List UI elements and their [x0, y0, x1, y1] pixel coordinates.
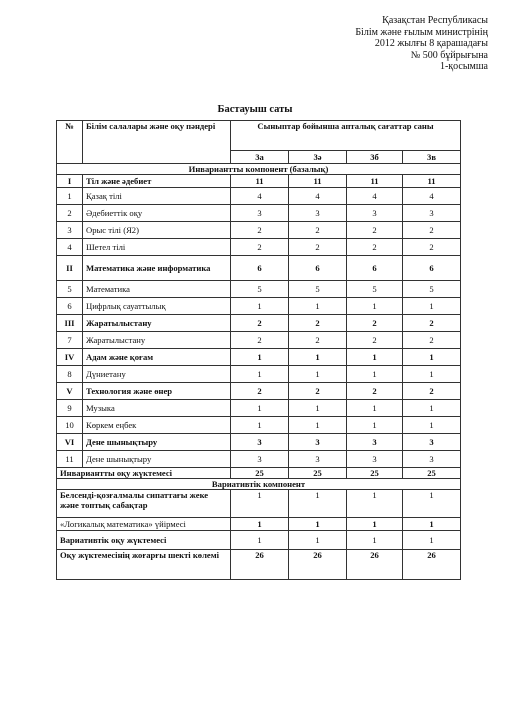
hours-value: 2: [403, 239, 461, 256]
order-reference: [355, 15, 488, 73]
hours-value: 3: [289, 434, 347, 451]
subject-name: Математика: [83, 281, 231, 298]
hours-value: 6: [289, 256, 347, 281]
subject-row: [57, 205, 461, 222]
subject-name: Көркем еңбек: [83, 417, 231, 434]
row-number: 4: [57, 239, 83, 256]
hours-value: 5: [289, 281, 347, 298]
subject-name: Тіл және әдебиет: [83, 175, 231, 188]
subject-area-row: [57, 349, 461, 366]
hours-value: 2: [231, 222, 289, 239]
table-header-row: [57, 121, 461, 151]
hours-value: 1: [231, 400, 289, 417]
subject-name: Дене шынықтыру: [83, 451, 231, 468]
subject-area-row: [57, 434, 461, 451]
subject-name: Музыка: [83, 400, 231, 417]
col-header-hours: Сыныптар бойынша апталық сағаттар саны: [231, 121, 461, 151]
hours-value: 3: [403, 451, 461, 468]
hours-value: 1: [403, 400, 461, 417]
hours-value: 1: [231, 366, 289, 383]
hours-value: 1: [403, 417, 461, 434]
row-number: 9: [57, 400, 83, 417]
hours-value: 11: [289, 175, 347, 188]
hours-value: 1: [347, 298, 403, 315]
row-number: III: [57, 315, 83, 332]
hours-value: 3: [289, 205, 347, 222]
total-value: 1: [289, 531, 347, 550]
subject-name: Шетел тілі: [83, 239, 231, 256]
subject-row: [57, 239, 461, 256]
subject-row: [57, 188, 461, 205]
hours-value: 2: [347, 332, 403, 349]
row-number: 3: [57, 222, 83, 239]
hours-value: 1: [403, 366, 461, 383]
subject-row: [57, 451, 461, 468]
hours-value: 1: [347, 417, 403, 434]
total-value: 25: [403, 468, 461, 479]
subject-area-row: [57, 256, 461, 281]
total-value: 1: [347, 531, 403, 550]
subject-row: [57, 298, 461, 315]
hours-value: 1: [289, 490, 347, 518]
hours-value: 1: [231, 518, 289, 531]
subject-name: Цифрлық сауаттылық: [83, 298, 231, 315]
row-number: 1: [57, 188, 83, 205]
row-number: 2: [57, 205, 83, 222]
hours-value: 3: [231, 434, 289, 451]
subject-row: [57, 281, 461, 298]
hours-value: 1: [289, 518, 347, 531]
hours-value: 2: [403, 315, 461, 332]
hours-value: 1: [231, 298, 289, 315]
total-value: 1: [403, 531, 461, 550]
subject-area-row: [57, 315, 461, 332]
subject-row: [57, 400, 461, 417]
grade-header: 3ә: [289, 151, 347, 164]
hours-value: 6: [231, 256, 289, 281]
hours-value: 1: [289, 400, 347, 417]
hours-value: 1: [289, 417, 347, 434]
row-number: II: [57, 256, 83, 281]
total-value: 26: [347, 550, 403, 580]
subject-row: [57, 332, 461, 349]
hours-value: 2: [347, 383, 403, 400]
invariant-total-row: [57, 468, 461, 479]
subject-row: [57, 417, 461, 434]
hours-value: 4: [231, 188, 289, 205]
grade-header: 3а: [231, 151, 289, 164]
hours-value: 4: [289, 188, 347, 205]
subject-name: Математика және информатика: [83, 256, 231, 281]
hours-value: 1: [347, 490, 403, 518]
subject-area-row: [57, 383, 461, 400]
hours-value: 3: [403, 205, 461, 222]
row-number: 11: [57, 451, 83, 468]
total-value: 26: [231, 550, 289, 580]
hours-value: 2: [347, 315, 403, 332]
hours-value: 3: [231, 205, 289, 222]
subject-row: [57, 222, 461, 239]
hours-value: 5: [403, 281, 461, 298]
hours-value: 2: [347, 239, 403, 256]
hours-value: 6: [347, 256, 403, 281]
hours-value: 1: [403, 518, 461, 531]
hours-value: 2: [347, 222, 403, 239]
header-line: № 500 бұйрығына: [410, 49, 488, 61]
hours-value: 1: [347, 349, 403, 366]
subject-name: Қазақ тілі: [83, 188, 231, 205]
hours-value: 2: [289, 332, 347, 349]
hours-value: 4: [347, 188, 403, 205]
hours-value: 1: [403, 349, 461, 366]
subject-name: Жаратылыстану: [83, 315, 231, 332]
section-row: [57, 164, 461, 175]
header-line: 2012 жылғы 8 қарашадағы: [374, 38, 488, 49]
total-value: 25: [289, 468, 347, 479]
subject-name: Технология және өнер: [83, 383, 231, 400]
hours-value: 2: [289, 383, 347, 400]
variative-total-row: [57, 531, 461, 550]
hours-value: 1: [231, 417, 289, 434]
hours-value: 3: [347, 434, 403, 451]
hours-value: 3: [347, 205, 403, 222]
row-number: 7: [57, 332, 83, 349]
total-value: 26: [403, 550, 461, 580]
row-number: V: [57, 383, 83, 400]
total-value: 25: [347, 468, 403, 479]
variative-section-header: Вариативтік компонент: [57, 479, 461, 490]
total-label: Инвариантты оқу жүктемесі: [57, 468, 231, 479]
variative-row: [57, 518, 461, 531]
hours-value: 1: [403, 298, 461, 315]
hours-value: 1: [289, 298, 347, 315]
hours-value: 4: [403, 188, 461, 205]
hours-value: 2: [231, 239, 289, 256]
page-title: Бастауыш саты: [217, 104, 293, 115]
subject-name: Дене шынықтыру: [83, 434, 231, 451]
variative-name: «Логикалық математика» үйірмесі: [57, 518, 231, 531]
row-number: 5: [57, 281, 83, 298]
row-number: 10: [57, 417, 83, 434]
hours-value: 3: [231, 451, 289, 468]
max-load-row: [57, 550, 461, 580]
hours-value: 2: [231, 332, 289, 349]
hours-value: 11: [403, 175, 461, 188]
hours-value: 3: [347, 451, 403, 468]
hours-value: 2: [289, 222, 347, 239]
curriculum-table: [56, 120, 461, 580]
hours-value: 6: [403, 256, 461, 281]
header-line: 1-қосымша: [439, 61, 488, 72]
variative-row: [57, 490, 461, 518]
subject-name: Орыс тілі (Я2): [83, 222, 231, 239]
hours-value: 1: [289, 349, 347, 366]
row-number: I: [57, 175, 83, 188]
hours-value: 2: [403, 332, 461, 349]
invariant-section-header: Инвариантты компонент (базалық): [57, 164, 461, 175]
col-header-number: №: [57, 121, 83, 164]
grade-header: 3в: [403, 151, 461, 164]
hours-value: 1: [403, 490, 461, 518]
grade-header: 3б: [347, 151, 403, 164]
hours-value: 3: [403, 434, 461, 451]
row-number: 6: [57, 298, 83, 315]
hours-value: 2: [231, 315, 289, 332]
hours-value: 1: [347, 400, 403, 417]
total-value: 26: [289, 550, 347, 580]
subject-name: Адам және қоғам: [83, 349, 231, 366]
header-line: Қазақстан Республикасы: [382, 15, 488, 26]
total-value: 1: [231, 531, 289, 550]
hours-value: 2: [231, 383, 289, 400]
hours-value: 2: [403, 222, 461, 239]
row-number: VI: [57, 434, 83, 451]
subject-area-row: [57, 175, 461, 188]
hours-value: 1: [347, 366, 403, 383]
total-label: Оқу жүктемесінің жоғарғы шекті көлемі: [57, 550, 231, 580]
header-line: Білім және ғылым министрінің: [355, 26, 488, 38]
subject-name: Жаратылыстану: [83, 332, 231, 349]
subject-name: Әдебиеттік оқу: [83, 205, 231, 222]
hours-value: 11: [347, 175, 403, 188]
row-number: 8: [57, 366, 83, 383]
hours-value: 11: [231, 175, 289, 188]
hours-value: 2: [403, 383, 461, 400]
hours-value: 1: [231, 490, 289, 518]
total-label: Вариативтік оқу жүктемесі: [57, 531, 231, 550]
subject-name: Дүниетану: [83, 366, 231, 383]
hours-value: 1: [347, 518, 403, 531]
hours-value: 1: [289, 366, 347, 383]
hours-value: 5: [231, 281, 289, 298]
hours-value: 2: [289, 315, 347, 332]
hours-value: 2: [289, 239, 347, 256]
row-number: IV: [57, 349, 83, 366]
hours-value: 5: [347, 281, 403, 298]
hours-value: 1: [231, 349, 289, 366]
col-header-subject: Білім салалары және оқу пәндері: [83, 121, 231, 164]
hours-value: 3: [289, 451, 347, 468]
total-value: 25: [231, 468, 289, 479]
variative-name: Белсенді-қозғалмалы сипаттағы жеке және топтық сабақтар: [57, 490, 231, 518]
subject-row: [57, 366, 461, 383]
section-row: [57, 479, 461, 490]
